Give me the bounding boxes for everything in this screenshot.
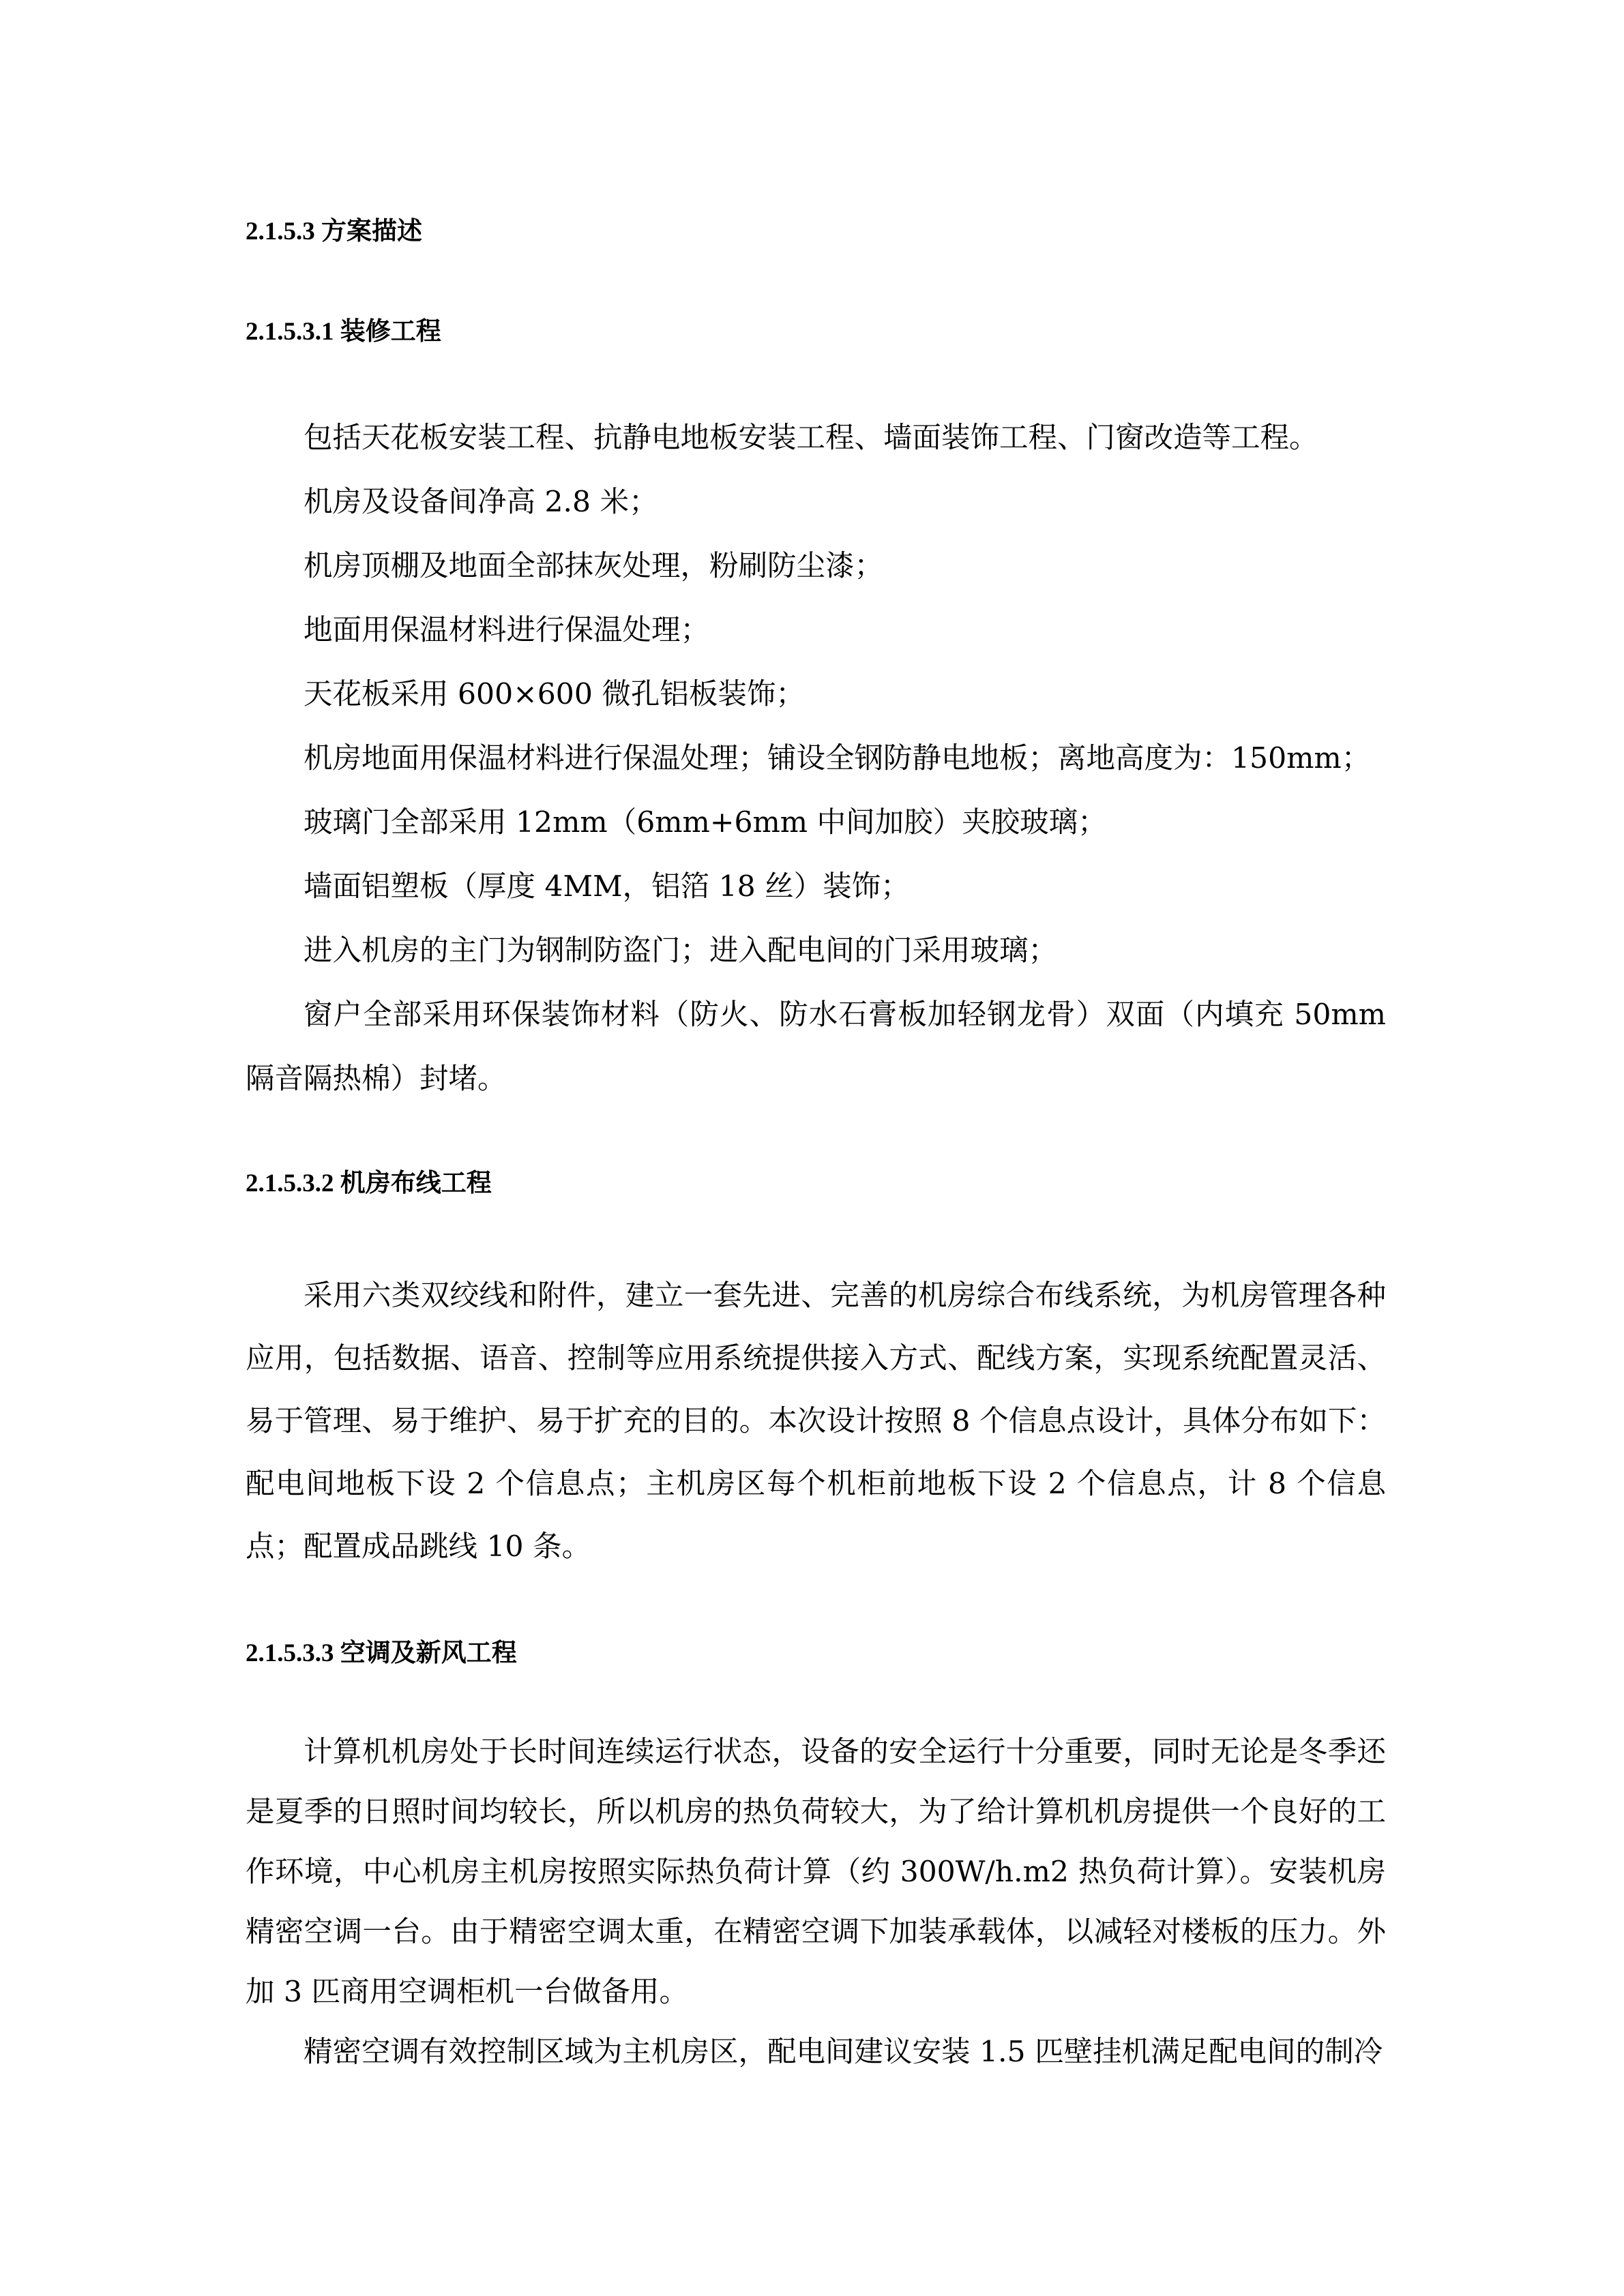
hvac-body xyxy=(246,1723,1386,2083)
paragraph: 窗户全部采用环保装饰材料（防火、防水石膏板加轻钢龙骨）双面（内填充 50mm 隔音隔热棉）封堵。 xyxy=(246,998,1386,1096)
paragraph: 墙面铝塑板（厚度 4MM，铝箔 18 丝）装饰； xyxy=(304,870,910,904)
section-heading-hvac: 2.1.5.3.3 空调及新风工程 xyxy=(246,1639,517,1667)
section-heading-decoration: 2.1.5.3.1 装修工程 xyxy=(246,318,441,346)
cabling-body xyxy=(246,1265,1386,1579)
section-heading-2153: 2.1.5.3 方案描述 xyxy=(246,218,422,245)
paragraph: 机房顶棚及地面全部抹灰处理，粉刷防尘漆； xyxy=(304,550,884,583)
paragraph: 机房及设备间净高 2.8 米； xyxy=(304,486,658,519)
section-heading-cabling: 2.1.5.3.2 机房布线工程 xyxy=(246,1169,492,1197)
paragraph: 进入机房的主门为钢制防盗门；进入配电间的门采用玻璃； xyxy=(304,934,1058,968)
paragraph: 机房地面用保温材料进行保温处理；铺设全钢防静电地板；离地高度为：150mm； xyxy=(304,742,1371,775)
paragraph: 地面用保温材料进行保温处理； xyxy=(304,614,710,647)
paragraph: 玻璃门全部采用 12mm（6mm+6mm 中间加胶）夹胶玻璃； xyxy=(304,806,1107,839)
paragraph: 包括天花板安装工程、抗静电地板安装工程、墙面装饰工程、门窗改造等工程。 xyxy=(304,421,1318,455)
paragraph: 天花板采用 600×600 微孔铝板装饰； xyxy=(304,678,805,711)
paragraph: 采用六类双绞线和附件，建立一套先进、完善的机房综合布线系统，为机房管理各种应用，包括数据、语音、控制等应用系统提供接入方式、配线方案，实现系统配置灵活、易于管理、易于维护、易于扩充的目的。本次设计按照 8 个信息点设计，具体分布如下：配电间地板下设 2 个信息点；主机房区每个机柜前地板下设 2 个信息点，计 8 个信息点；配置成品跳线 10 条。 xyxy=(246,1279,1386,1564)
paragraph: 计算机机房处于长时间连续运行状态，设备的安全运行十分重要，同时无论是冬季还是夏季的日照时间均较长，所以机房的热负荷较大，为了给计算机机房提供一个良好的工作环境，中心机房主机房按照实际热负荷计算（约 300W/h.m2 热负荷计算）。安装机房精密空调一台。由于精密空调太重，在精密空调下加装承载体，以减轻对楼板的压力。外加 3 匹商用空调柜机一台做备用。 xyxy=(246,1735,1386,2009)
decoration-body xyxy=(246,406,1386,1112)
paragraph: 精密空调有效控制区域为主机房区，配电间建议安装 1.5 匹壁挂机满足配电间的制冷 xyxy=(304,2036,1383,2069)
